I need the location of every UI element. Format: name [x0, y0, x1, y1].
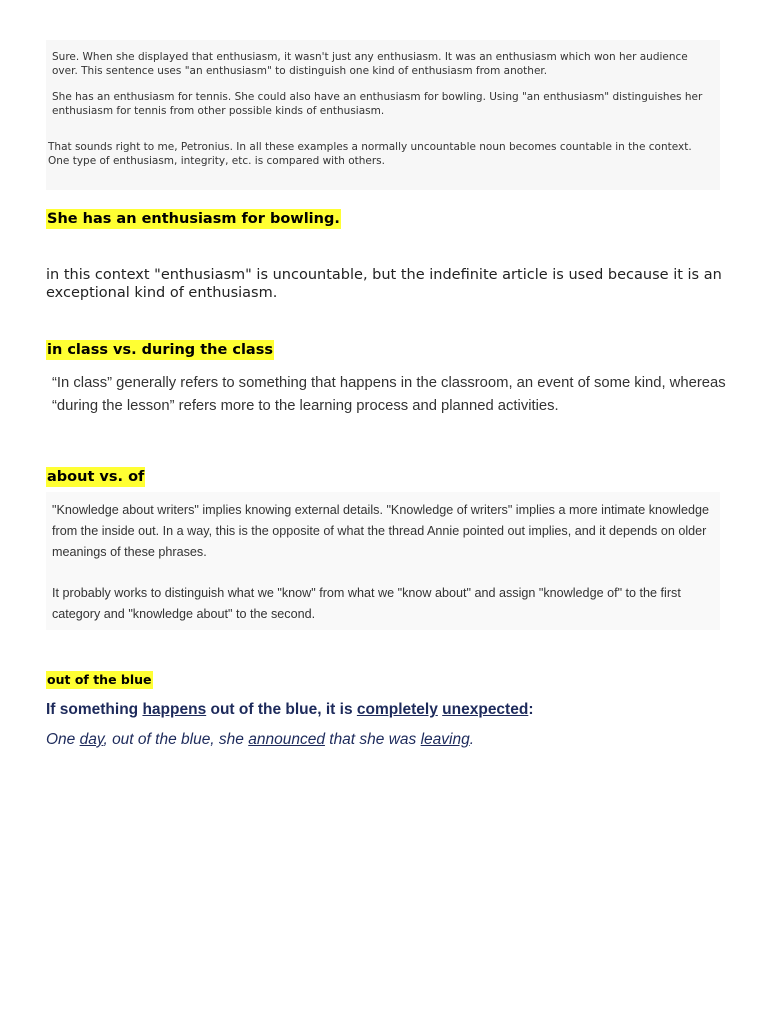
dictionary-link-day[interactable]: day [79, 731, 104, 748]
quote-paragraph: Sure. When she displayed that enthusiasm, it wasn't just any enthusiasm. It was an enthusiasm which won her audience over. This sentence uses "an enthusiasm" to distinguish one kind of enthusiasm from another. [52, 51, 688, 77]
highlighted-heading: in class vs. during the class [47, 342, 273, 358]
quote-paragraph: She has an enthusiasm for tennis. She could also have an enthusiasm for bowling. Using "an enthusiasm" distinguishes her enthusiasm for tennis from other possible kinds of enthusiasm. [52, 91, 703, 117]
definition-text: If something [46, 701, 143, 718]
example-text: that she was [324, 731, 421, 748]
heading-out-of-the-blue [46, 671, 153, 689]
quote-paragraph: "Knowledge about writers" implies knowing external details. "Knowledge of writers" implies a more intimate knowledge from the inside out. In a way, this is the opposite of what the thread Annie pointed out implies, and it depends on older meanings of these phrases. [52, 503, 709, 559]
idiom-example [46, 730, 746, 750]
quote-paragraph: It probably works to distinguish what we "know" from what we "know about" and assign "knowledge of" to the first category and "knowledge about" to the second. [52, 586, 681, 621]
dictionary-link-leaving[interactable]: leaving [420, 731, 470, 748]
definition-text: out of the blue, it is [206, 701, 357, 718]
body-text: in this context "enthusiasm" is uncountable, but the indefinite article is used because it is an exceptional kind of enthusiasm. [46, 267, 722, 301]
highlighted-heading: about vs. of [47, 469, 145, 485]
example-text: . [469, 731, 475, 748]
definition-text: : [528, 701, 534, 718]
dictionary-link-completely[interactable]: completely [356, 701, 438, 718]
example-text: One [46, 731, 80, 748]
forum-quote-knowledge [46, 492, 720, 630]
dictionary-link-announced[interactable]: announced [248, 731, 325, 748]
idiom-definition [46, 700, 746, 720]
highlighted-heading: out of the blue [47, 672, 152, 687]
heading-enthusiasm-bowling [46, 209, 341, 229]
dictionary-link-unexpected[interactable]: unexpected [442, 701, 529, 718]
quote-paragraph: That sounds right to me, Petronius. In all these examples a normally uncountable noun becomes countable in the context. One type of enthusiasm, integrity, etc. is compared with others. [48, 141, 692, 167]
quote-in-class: “In class” generally refers to something that happens in the classroom, an event of some kind, whereas “during the lesson” refers more to the learning process and planned activities. [52, 375, 726, 414]
dictionary-link-happens[interactable]: happens [142, 701, 207, 718]
heading-in-class [46, 340, 274, 360]
highlighted-heading: She has an enthusiasm for bowling. [47, 211, 340, 227]
heading-about-of [46, 467, 145, 487]
forum-quote-enthusiasm [46, 40, 720, 190]
example-text: , out of the blue, she [103, 731, 249, 748]
